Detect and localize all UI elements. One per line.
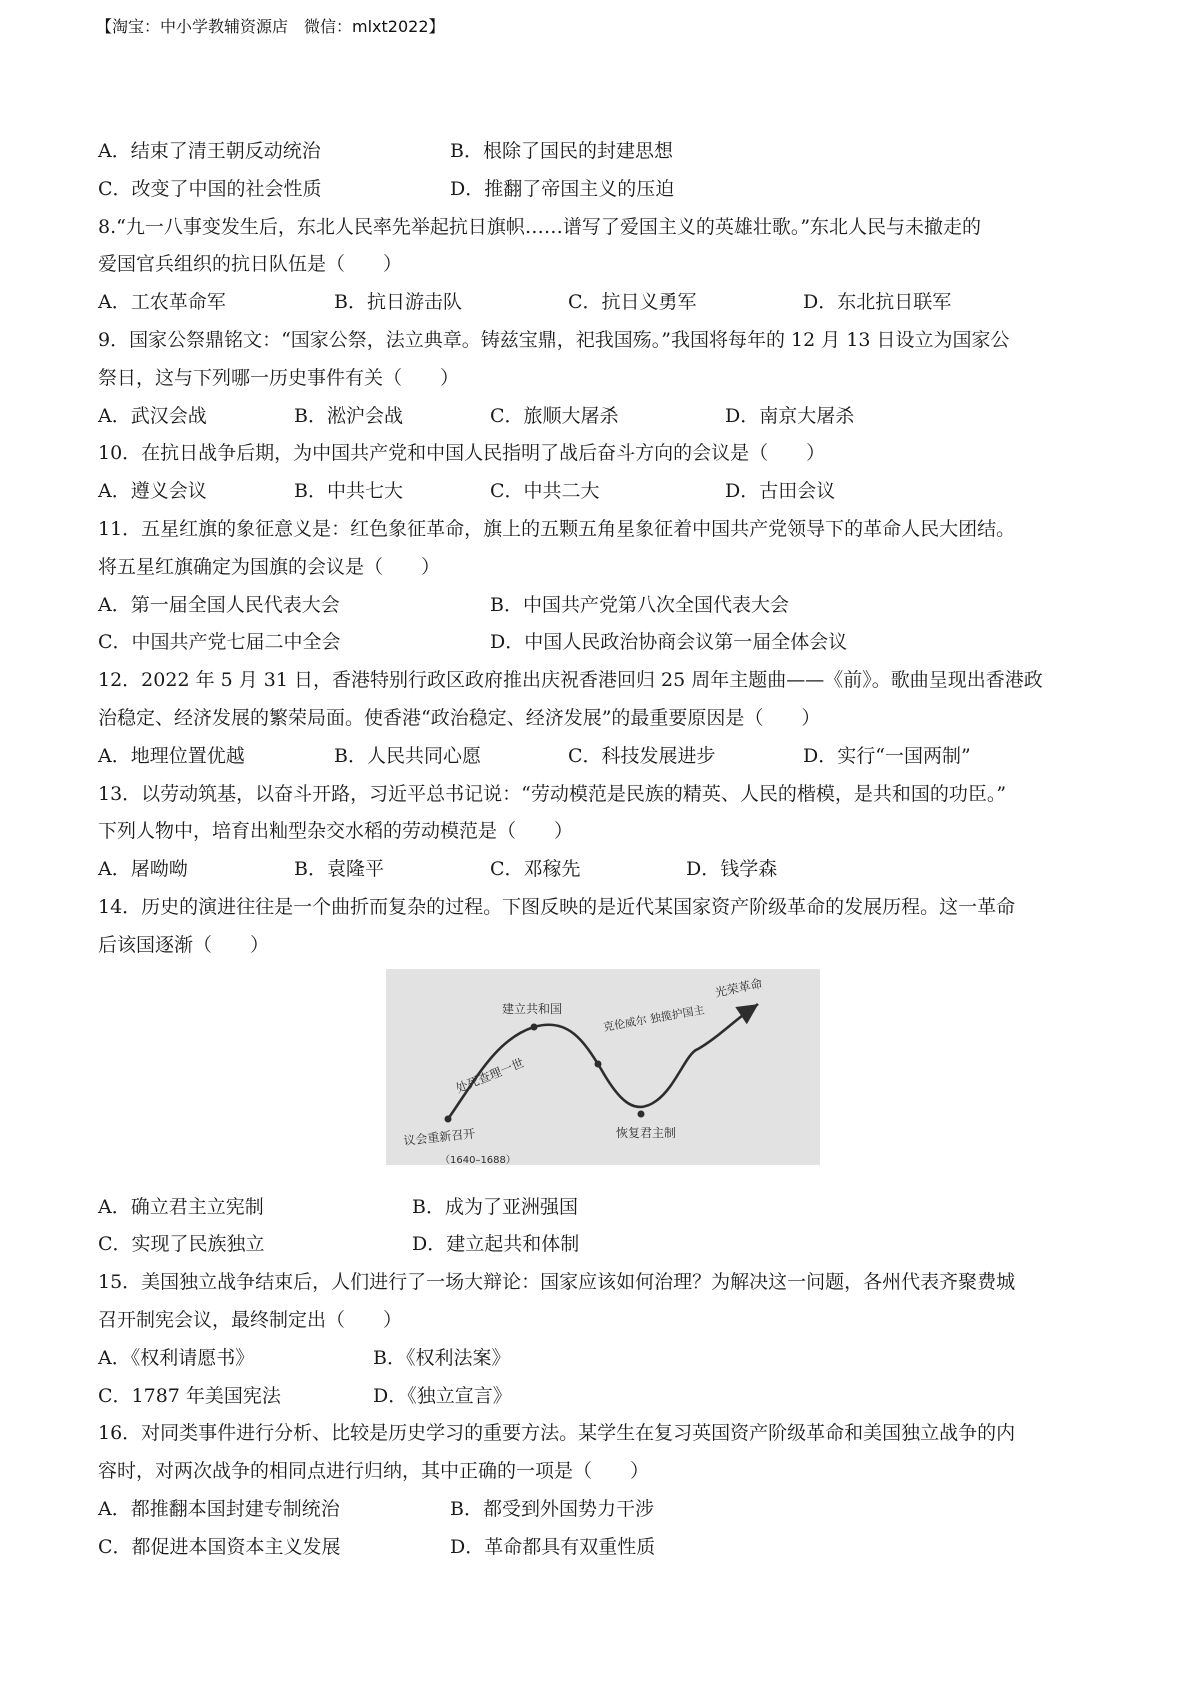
- event-dot-cromwell: [595, 1060, 602, 1067]
- curve-tail-line: [754, 1004, 758, 1007]
- q9-options: [98, 398, 1118, 436]
- event-dot-republic: [531, 1023, 538, 1030]
- q11-stem-line-2: 将五星红旗确定为国旗的会议是（ ）: [98, 555, 441, 578]
- q14-stem-line-2: 后该国逐渐（ ）: [98, 933, 270, 956]
- q15-option-d[interactable]: D．《独立宣言》: [373, 1384, 512, 1407]
- label-restoration: 恢复君主制: [616, 1125, 677, 1140]
- q12-option-a[interactable]: A．地理位置优越: [98, 744, 245, 767]
- q13-option-d[interactable]: D．钱学森: [686, 858, 778, 881]
- q15-option-b[interactable]: B．《权利法案》: [373, 1346, 511, 1369]
- q9-stem-line-1: 9．国家公祭鼎铭文：“国家公祭，法立典章。铸兹宝鼎，祀我国殇。”我国将每年的 12 月 13 日设立为国家公: [98, 328, 1010, 351]
- q16-options-row-2: [98, 1529, 1118, 1567]
- q14-options-row-2: [98, 1226, 1118, 1264]
- q7-option-d[interactable]: D．推翻了帝国主义的压迫: [450, 177, 675, 200]
- q14-option-c[interactable]: C．实现了民族独立: [98, 1233, 265, 1256]
- event-dot-restoration: [638, 1110, 645, 1117]
- label-execution: 处死查理一世: [453, 1055, 526, 1096]
- q9-option-b[interactable]: B．淞沪会战: [294, 404, 403, 427]
- q7-options-row-2: [98, 171, 1118, 209]
- q16-option-a[interactable]: A．都推翻本国封建专制统治: [98, 1497, 340, 1520]
- q10-option-a[interactable]: A．遵义会议: [98, 480, 207, 503]
- event-dot-start: [445, 1115, 452, 1122]
- q16-option-c[interactable]: C．都促进本国资本主义发展: [98, 1535, 341, 1558]
- q11-option-b[interactable]: B．中国共产党第八次全国代表大会: [490, 593, 789, 616]
- q13-option-b[interactable]: B．袁隆平: [294, 858, 384, 881]
- q11-options-row-1: [98, 587, 1118, 625]
- q9-option-d[interactable]: D．南京大屠杀: [725, 404, 855, 427]
- q14-option-a[interactable]: A．确立君主立宪制: [98, 1195, 264, 1218]
- q8-stem-line-2: 爱国官兵组织的抗日队伍是（ ）: [98, 253, 403, 276]
- q11-option-d[interactable]: D．中国人民政治协商会议第一届全体会议: [490, 631, 848, 654]
- question-list: [98, 133, 1118, 1567]
- q16-stem-line-1: 16．对同类事件进行分析、比较是历史学习的重要方法。某学生在复习英国资产阶级革命和美国独立战争的内: [98, 1422, 1016, 1445]
- q12-option-d[interactable]: D．实行“一国两制”: [803, 744, 971, 767]
- q10-option-b[interactable]: B．中共七大: [294, 480, 403, 503]
- q9-option-a[interactable]: A．武汉会战: [98, 404, 207, 427]
- page-header: 【淘宝：中小学教辅资源店 微信：mlxt2022】: [96, 17, 445, 36]
- q11-options-row-2: [98, 624, 1118, 662]
- label-start: 议会重新召开: [402, 1126, 476, 1148]
- q13-stem-line-1: 13．以劳动筑基，以奋斗开路，习近平总书记说：“劳动模范是民族的精英、人民的楷模，是共和国的功臣。”: [98, 782, 1007, 805]
- q12-stem-line-2: 治稳定、经济发展的繁荣局面。使香港“政治稳定、经济发展”的最重要原因是（ ）: [98, 706, 821, 729]
- label-glorious: 光荣革命: [713, 975, 764, 1000]
- q15-option-a[interactable]: A．《权利请愿书》: [98, 1346, 255, 1369]
- q10-option-c[interactable]: C．中共二大: [490, 480, 600, 503]
- q10-options: [98, 473, 1118, 511]
- label-cromwell: 克伦威尔 独揽护国主: [602, 1002, 706, 1034]
- q8-options: [98, 284, 1118, 322]
- q15-option-c[interactable]: C．1787 年美国宪法: [98, 1384, 281, 1407]
- q12-option-c[interactable]: C．科技发展进步: [568, 744, 716, 767]
- q11-stem-line-1: 11．五星红旗的象征意义是：红色象征革命，旗上的五颗五角星象征着中国共产党领导下的革命人民大团结。: [98, 517, 1016, 540]
- q15-stem-line-2: 召开制宪会议，最终制定出（ ）: [98, 1308, 403, 1331]
- q13-option-c[interactable]: C．邓稼先: [490, 858, 581, 881]
- revolution-timeline-figure: [386, 969, 820, 1165]
- q13-option-a[interactable]: A．屠呦呦: [98, 858, 188, 881]
- q9-stem-line-2: 祭日，这与下列哪一历史事件有关（ ）: [98, 366, 460, 389]
- q8-option-c[interactable]: C．抗日义勇军: [568, 291, 697, 314]
- q16-stem-line-2: 容时，对两次战争的相同点进行归纳，其中正确的一项是（ ）: [98, 1460, 650, 1483]
- q11-option-c[interactable]: C．中国共产党七届二中全会: [98, 631, 341, 654]
- q14-option-b[interactable]: B．成为了亚洲强国: [412, 1195, 578, 1218]
- figure-caption: （1640–1688）: [440, 1154, 516, 1165]
- q13-stem-line-2: 下列人物中，培育出籼型杂交水稻的劳动模范是（ ）: [98, 820, 574, 843]
- q7-option-a[interactable]: A．结束了清王朝反动统治: [98, 140, 321, 162]
- q16-options-row-1: [98, 1491, 1118, 1529]
- q14-figure-wrap: [98, 965, 1118, 1189]
- q15-options-row-2: [98, 1378, 1118, 1416]
- label-republic: 建立共和国: [502, 1001, 563, 1016]
- q15-options-row-1: [98, 1340, 1118, 1378]
- q8-stem-line-1: 8.“九一八事变发生后，东北人民率先举起抗日旗帜……谱写了爱国主义的英雄壮歌。”东北人民与未撤走的: [98, 215, 982, 238]
- q7-option-c[interactable]: C．改变了中国的社会性质: [98, 177, 322, 200]
- q10-stem: 10．在抗日战争后期，为中国共产党和中国人民指明了战后奋斗方向的会议是（ ）: [98, 442, 826, 465]
- q14-stem-line-1: 14．历史的演进往往是一个曲折而复杂的过程。下图反映的是近代某国家资产阶级革命的发展历程。这一革命: [98, 895, 1016, 918]
- q12-option-b[interactable]: B．人民共同心愿: [334, 744, 481, 767]
- q9-option-c[interactable]: C．旅顺大屠杀: [490, 404, 619, 427]
- q15-stem-line-1: 15．美国独立战争结束后，人们进行了一场大辩论：国家应该如何治理？为解决这一问题，各州代表齐聚费城: [98, 1271, 1016, 1294]
- q12-options: [98, 738, 1118, 776]
- q14-options-row-1: [98, 1189, 1118, 1227]
- q12-stem-line-1: 12．2022 年 5 月 31 日，香港特别行政区政府推出庆祝香港回归 25 周年主题曲——《前》。歌曲呈现出香港政: [98, 669, 1043, 692]
- q16-option-d[interactable]: D．革命都具有双重性质: [450, 1535, 656, 1558]
- q14-option-d[interactable]: D．建立起共和体制: [412, 1233, 580, 1256]
- q8-option-b[interactable]: B．抗日游击队: [334, 291, 462, 314]
- q10-option-d[interactable]: D．古田会议: [725, 480, 836, 503]
- q16-option-b[interactable]: B．都受到外国势力干涉: [450, 1497, 654, 1520]
- q7-options-row-1: [98, 133, 1118, 171]
- q8-option-a[interactable]: A．工农革命军: [98, 291, 226, 314]
- q13-options: [98, 851, 1118, 889]
- q8-option-d[interactable]: D．东北抗日联军: [803, 291, 952, 314]
- q11-option-a[interactable]: A．第一届全国人民代表大会: [98, 593, 340, 616]
- q7-option-b[interactable]: B．根除了国民的封建思想: [450, 140, 673, 162]
